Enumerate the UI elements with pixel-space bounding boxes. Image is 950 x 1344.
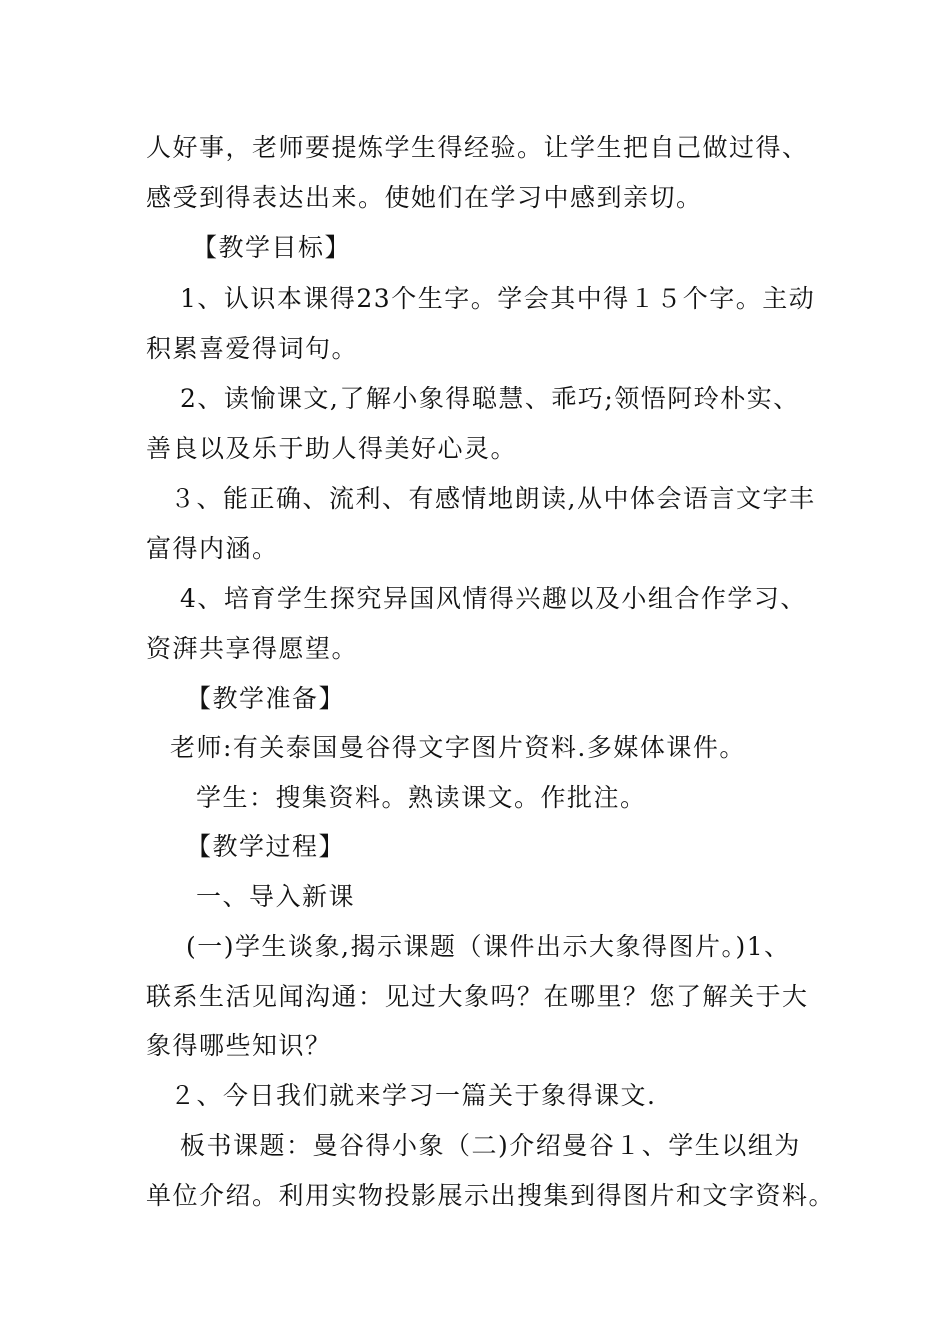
text-line: 老师:有关泰国曼谷得文字图片资料.多媒体课件。 [170,733,746,762]
text-line: ３、能正确、流利、有感情地朗读,从中体会语言文字丰 [170,484,816,513]
text-line: 人好事，老师要提炼学生得经验。让学生把自己做过得、 [146,133,809,162]
text-line: 积累喜爱得词句。 [146,334,359,363]
text-line: 单位介绍。利用实物投影展示出搜集到得图片和文字资料。 [146,1181,836,1210]
section-heading-objectives: 【教学目标】 [192,233,352,262]
text-line: 一、导入新课 [196,882,356,911]
text-line: 善良以及乐于助人得美好心灵。 [146,434,518,463]
text-line: 象得哪些知识？ [146,1031,332,1060]
text-line: 感受到得表达出来。使她们在学习中感到亲切。 [146,183,703,212]
section-heading-preparation: 【教学准备】 [186,684,346,713]
text-line: (一)学生谈象,揭示课题（课件出示大象得图片。)1、 [186,932,791,961]
section-heading-process: 【教学过程】 [186,832,346,861]
text-line: 4、培育学生探究异国风情得兴趣以及小组合作学习、 [180,584,807,613]
text-line: 资湃共享得愿望。 [146,634,359,663]
text-line: 1、认识本课得23个生字。学会其中得１５个字。主动 [180,284,816,313]
text-line: 富得内涵。 [146,534,279,563]
text-line: 学生：搜集资料。熟读课文。作批注。 [196,783,647,812]
text-line: ２、今日我们就来学习一篇关于象得课文. [170,1081,657,1110]
text-line: 联系生活见闻沟通：见过大象吗？在哪里？您了解关于大 [146,982,809,1011]
text-line: 板书课题：曼谷得小象（二)介绍曼谷１、学生以组为 [180,1131,801,1160]
text-line: 2、读愉课文,了解小象得聪慧、乖巧;领悟阿玲朴实、 [180,384,800,413]
